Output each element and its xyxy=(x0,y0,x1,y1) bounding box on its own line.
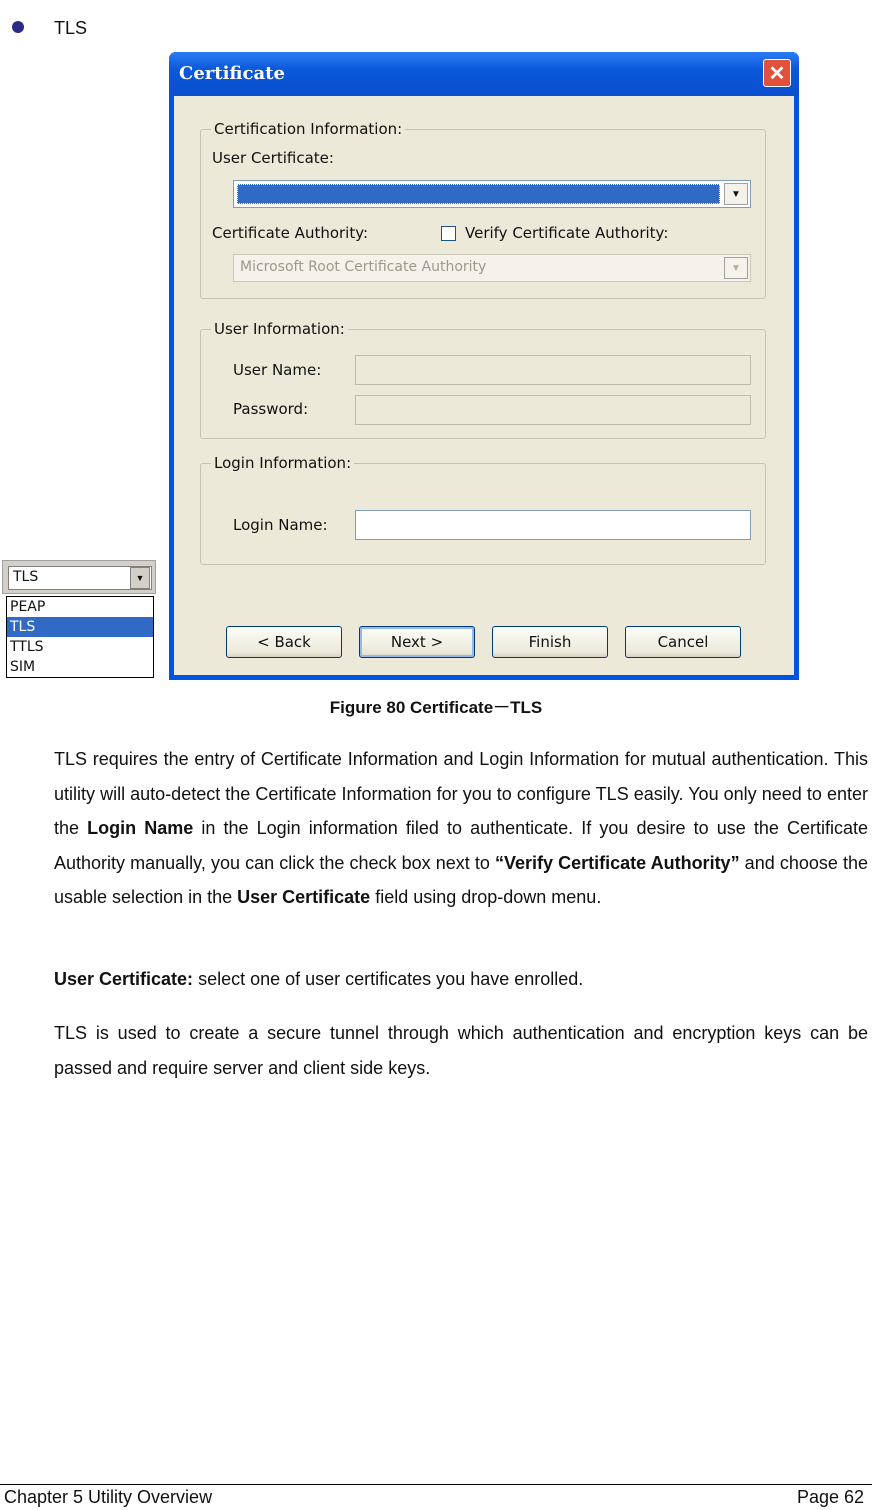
eap-type-value: TLS xyxy=(8,566,152,590)
ca-value: Microsoft Root Certificate Authority xyxy=(240,259,487,275)
user-certificate-selection xyxy=(237,184,720,204)
list-item[interactable]: SIM xyxy=(10,659,36,675)
certification-info-group xyxy=(200,120,766,299)
user-certificate-label: User Certificate: xyxy=(212,149,334,167)
paragraph-intro xyxy=(54,742,868,915)
login-name-label: Login Name: xyxy=(233,516,328,534)
group-title: User Information: xyxy=(211,320,348,338)
text-bold: User Certificate xyxy=(237,887,371,907)
footer-page: Page 62 xyxy=(796,1487,864,1507)
eap-type-list[interactable] xyxy=(6,596,154,678)
footer-divider xyxy=(0,1484,872,1485)
user-name-label: User Name: xyxy=(233,361,322,379)
chevron-down-icon[interactable]: ▼ xyxy=(130,567,150,589)
verify-ca-label: Verify Certificate Authority: xyxy=(465,224,669,242)
list-item[interactable]: TTLS xyxy=(10,639,44,655)
group-title: Certification Information: xyxy=(211,120,405,138)
title-bar xyxy=(169,52,799,96)
user-info-group xyxy=(200,320,766,439)
chevron-down-icon[interactable]: ▼ xyxy=(724,183,748,205)
figure-caption: Figure 80 Certificate－TLS xyxy=(329,698,543,717)
text: TLS requires the entry of Certificate Information and Login Information for mutual authentication. This utility will auto-detect the Certificate Information for you to configure TLS easily. You only need to enter the xyxy=(54,749,868,838)
certificate-authority-select[interactable] xyxy=(233,254,751,282)
chevron-down-icon[interactable]: ▼ xyxy=(724,257,748,279)
text-bold: Login Name xyxy=(87,818,194,838)
text-bold: “Verify Certificate Authority” xyxy=(494,852,740,873)
dialog-body xyxy=(174,96,794,675)
verify-ca-checkbox[interactable] xyxy=(441,226,456,241)
paragraph-user-certificate xyxy=(54,962,868,997)
password-label: Password: xyxy=(233,400,309,418)
eap-type-combo[interactable] xyxy=(2,560,156,594)
user-name-input[interactable] xyxy=(355,355,751,385)
dialog-title: Certificate xyxy=(179,63,285,84)
text: field using drop-down menu. xyxy=(370,887,602,907)
bullet-label: TLS xyxy=(54,18,88,38)
text: select one of user certificates you have enrolled. xyxy=(193,969,584,989)
finish-button[interactable]: Finish xyxy=(492,626,608,658)
text-bold: User Certificate: xyxy=(54,969,194,989)
user-certificate-select[interactable] xyxy=(233,180,751,208)
list-item[interactable]: TLS xyxy=(7,617,153,637)
bullet-dot xyxy=(12,21,24,33)
list-item[interactable]: PEAP xyxy=(10,599,46,615)
certificate-dialog xyxy=(169,52,799,680)
password-input[interactable] xyxy=(355,395,751,425)
text: in the Login information filed to authenticate. If you desire to use the Certificate Authority manually, you can click the check box next to xyxy=(54,818,868,873)
text: and choose the usable selection in the xyxy=(54,852,869,907)
next-button[interactable]: Next > xyxy=(359,626,475,658)
close-icon[interactable]: ✕ xyxy=(763,59,791,87)
cancel-button[interactable]: Cancel xyxy=(625,626,741,658)
footer-chapter: Chapter 5 Utility Overview xyxy=(4,1487,213,1507)
certificate-authority-label: Certificate Authority: xyxy=(212,224,369,242)
login-info-group xyxy=(200,454,766,565)
group-title: Login Information: xyxy=(211,454,354,472)
back-button[interactable]: < Back xyxy=(226,626,342,658)
paragraph-tls: TLS is used to create a secure tunnel through which authentication and encryption keys can be passed and require server and client side keys. xyxy=(54,1023,868,1078)
login-name-input[interactable] xyxy=(355,510,751,540)
